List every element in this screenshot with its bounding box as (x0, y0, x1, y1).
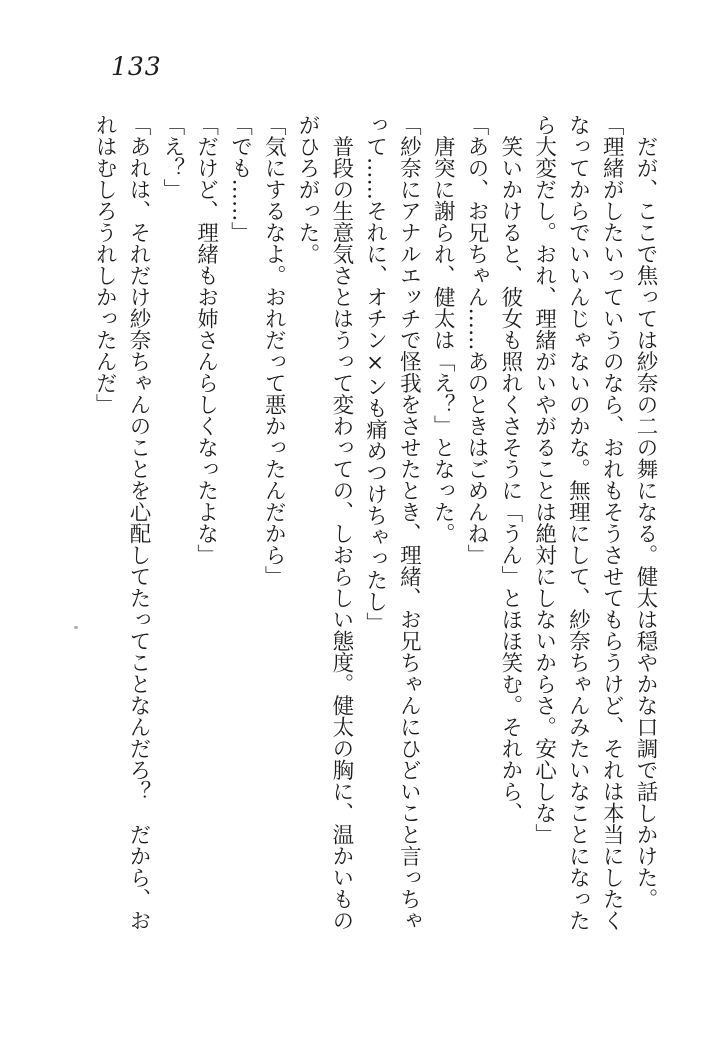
page-number: 133 (111, 52, 162, 81)
text-column-8: 「紗奈にアナルエッチで怪我をさせたとき、理緒、お兄ちゃんにひどいこと言っちゃ (396, 114, 422, 931)
text-column-4: ら大変だし。おれ、理緒がいやがることは絶対にしないからさ。安心しな」 (531, 114, 557, 845)
text-column-13: 「でも……」 (227, 114, 253, 243)
scan-artifact-dot (74, 626, 78, 629)
text-column-14: 「だけど、理緒もお姉さんらしくなったよな」 (193, 114, 219, 566)
text-column-6: 「あの、お兄ちゃん……あのときはごめんね」 (464, 114, 490, 566)
text-column-10: 普段の生意気さとはうって変わっての、しおらしい態度。健太の胸に、温かいもの (328, 114, 354, 931)
text-column-3: なってからでいいんじゃないのかな。無理にして、紗奈ちゃんみたいなことになった (565, 114, 591, 931)
text-column-15: 「え？」 (159, 114, 185, 200)
text-column-2: 「理緒がしたいっていうのなら、おれもそうさせてもらうけど、それは本当にしたく (599, 114, 625, 931)
text-column-5: 笑いかけると、彼女も照れくさそうに「うん」とほほ笑む。それから、 (497, 114, 523, 824)
text-column-17: れはむしろうれしかったんだ」 (92, 114, 118, 415)
text-column-11: がひろがった。 (295, 114, 321, 265)
text-column-12: 「気にするなよ。おれだって悪かったんだから」 (261, 114, 287, 587)
text-column-9: って……それに、オチン×ンも痛めつけちゃったし」 (362, 114, 388, 634)
vertical-text-block (87, 114, 662, 952)
text-column-16: 「あれは、それだけ紗奈ちゃんのことを心配してたってことなんだろ？ だから、お (126, 114, 152, 931)
text-column-1: だが、ここで焦っては紗奈の二の舞になる。健太は穏やかな口調で話しかけた。 (633, 114, 658, 910)
text-column-7: 唐突に謝られ、健太は「え？」となった。 (430, 114, 456, 544)
